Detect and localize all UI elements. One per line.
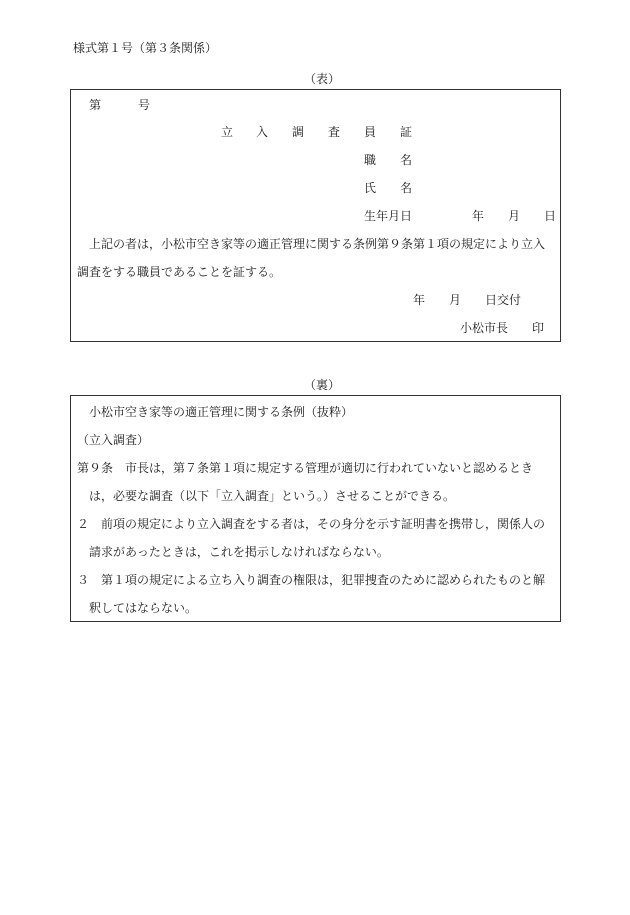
issue-month: 月 xyxy=(449,293,462,307)
issue-day: 日交付 xyxy=(485,293,522,307)
cert-title-char: 入 xyxy=(256,125,269,139)
seal-mark: 印 xyxy=(532,321,545,335)
form-title: 様式第１号（第３条関係） xyxy=(73,41,218,55)
cert-title-char: 立 xyxy=(221,125,234,139)
paragraph-2-line: 請求があったときは，これを掲示しなければならない。 xyxy=(89,545,389,559)
birth-date-label: 生年月日 xyxy=(364,209,413,223)
statement-line: 上記の者は，小松市空き家等の適正管理に関する条例第９条第１項の規定により立入 xyxy=(89,237,546,251)
name-label-char: 氏 xyxy=(364,181,377,195)
position-label-char: 名 xyxy=(400,153,413,167)
number-suffix: 号 xyxy=(138,98,151,112)
cert-title-char: 調 xyxy=(292,125,305,139)
article-9-line: は，必要な調査（以下「立入調査」という。）させることができる。 xyxy=(89,489,456,503)
cert-title-char: 査 xyxy=(328,125,341,139)
issuer: 小松市長 xyxy=(460,321,509,335)
birth-month: 月 xyxy=(508,209,521,223)
issue-year: 年 xyxy=(413,293,426,307)
cert-title-char: 員 xyxy=(364,125,377,139)
paragraph-2-line: ２ 前項の規定により立入調査をする者は，その身分を示す証明書を携帯し，関係人の xyxy=(77,517,546,531)
certificate-back-box xyxy=(70,395,561,622)
paragraph-3-line: 釈してはならない。 xyxy=(89,601,198,615)
front-label: （表） xyxy=(304,72,341,86)
back-label: （裏） xyxy=(304,378,341,392)
article-caption: （立入調査） xyxy=(77,433,150,447)
cert-title-char: 証 xyxy=(400,125,413,139)
birth-day: 日 xyxy=(544,209,557,223)
statement-line: 調査をする職員であることを証する。 xyxy=(77,265,282,279)
position-label-char: 職 xyxy=(364,153,377,167)
number-prefix: 第 xyxy=(89,98,102,112)
article-9-line: 第９条 市長は，第７条第１項に規定する管理が適切に行われていないと認めるとき xyxy=(77,461,534,475)
ordinance-heading: 小松市空き家等の適正管理に関する条例（抜粋） xyxy=(89,405,354,419)
paragraph-3-line: ３ 第１項の規定による立ち入り調査の権限は，犯罪捜査のために認められたものと解 xyxy=(77,573,546,587)
name-label-char: 名 xyxy=(400,181,413,195)
birth-year: 年 xyxy=(472,209,485,223)
